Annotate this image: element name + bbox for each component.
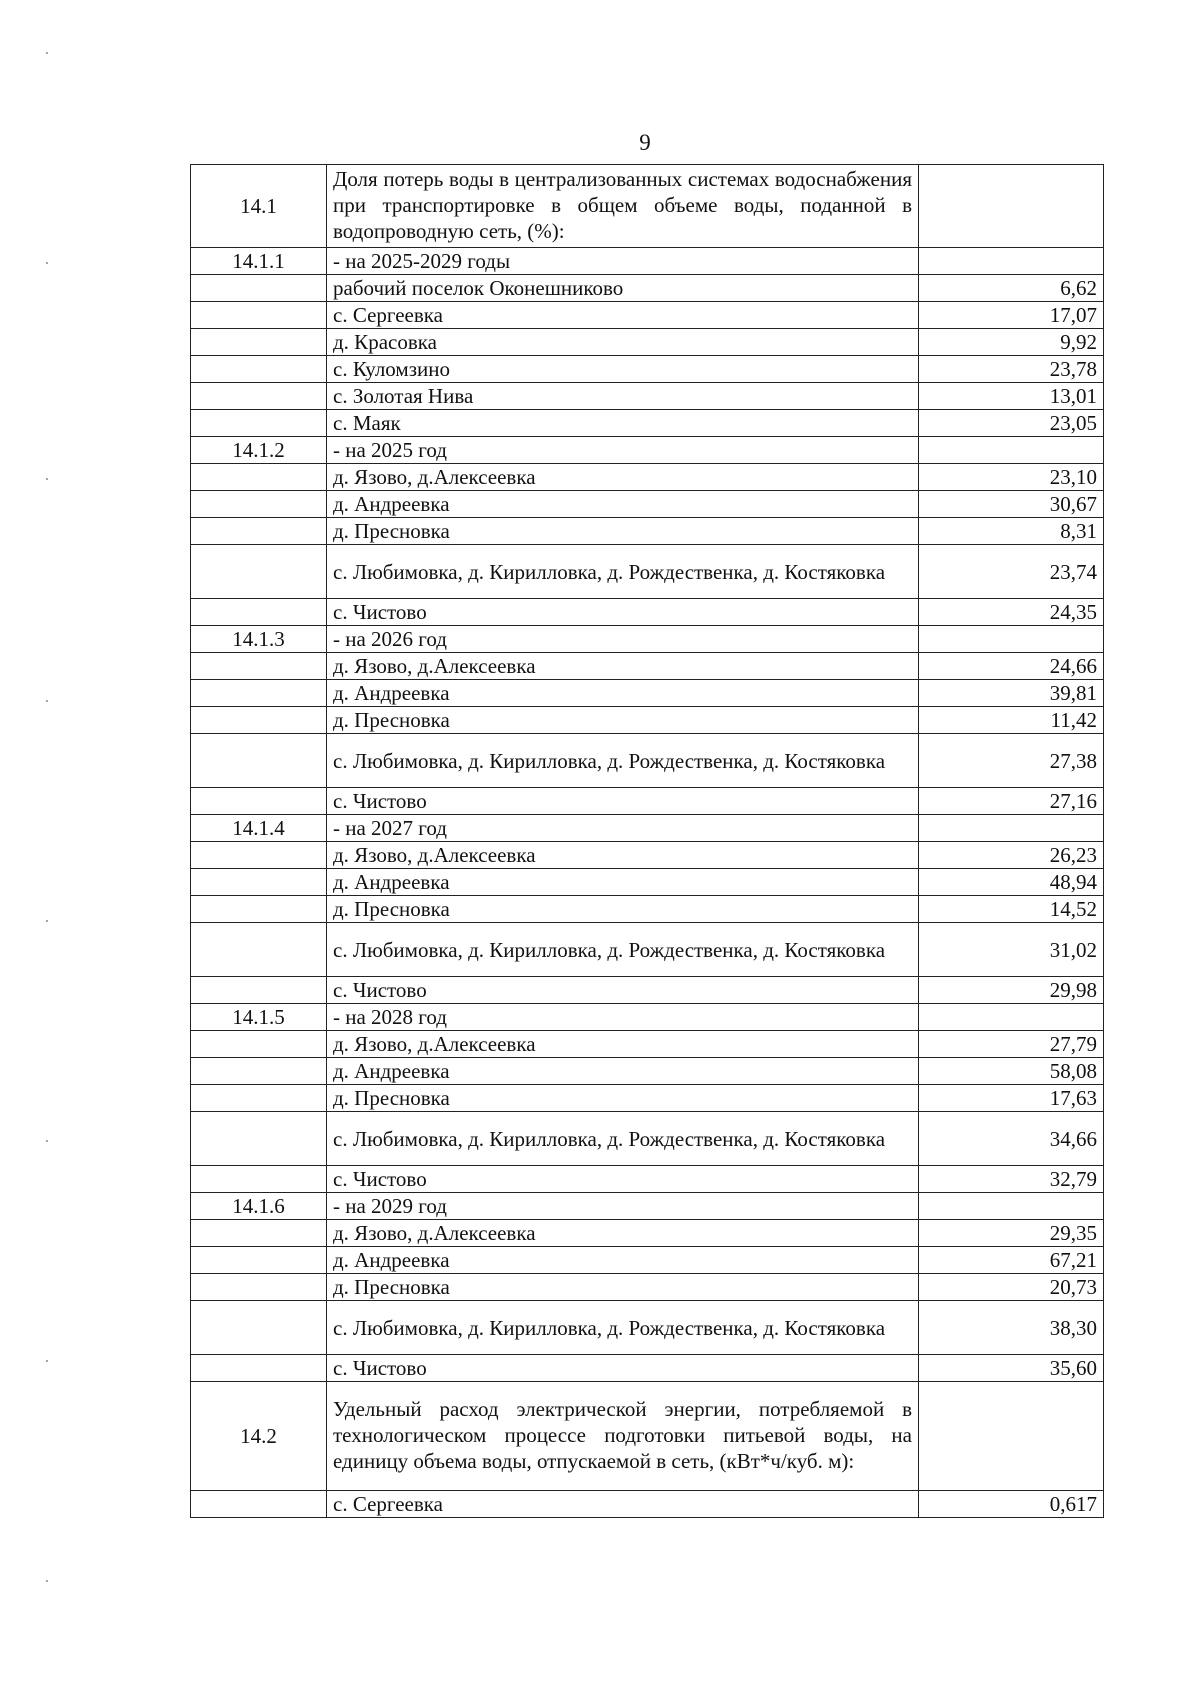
row-indicator: с. Куломзино: [327, 356, 919, 383]
row-value: [919, 1004, 1104, 1031]
row-number: [191, 545, 327, 599]
row-indicator: д. Пресновка: [327, 707, 919, 734]
table-row: [191, 1085, 1104, 1112]
row-value: 30,67: [919, 491, 1104, 518]
table-row: [191, 626, 1104, 653]
row-indicator: с. Любимовка, д. Кирилловка, д. Рождественка, д. Костяковка: [327, 1112, 919, 1166]
row-number: [191, 464, 327, 491]
row-number: [191, 923, 327, 977]
row-value: 23,05: [919, 410, 1104, 437]
row-number: [191, 653, 327, 680]
row-number: [191, 410, 327, 437]
table-row: [191, 923, 1104, 977]
row-value: 27,16: [919, 788, 1104, 815]
row-value: 31,02: [919, 923, 1104, 977]
row-indicator: д. Язово, д.Алексеевка: [327, 653, 919, 680]
row-indicator: д. Пресновка: [327, 1085, 919, 1112]
row-indicator: с. Любимовка, д. Кирилловка, д. Рождественка, д. Костяковка: [327, 1301, 919, 1355]
row-indicator: д. Язово, д.Алексеевка: [327, 1220, 919, 1247]
row-number: 14.1.5: [191, 1004, 327, 1031]
table-row: [191, 788, 1104, 815]
row-value: 8,31: [919, 518, 1104, 545]
row-value: 0,617: [919, 1491, 1104, 1518]
row-number: 14.1.6: [191, 1193, 327, 1220]
table-row: [191, 680, 1104, 707]
scan-mark: [46, 920, 48, 922]
table-row: [191, 707, 1104, 734]
row-value: 24,35: [919, 599, 1104, 626]
row-number: [191, 1301, 327, 1355]
row-number: [191, 356, 327, 383]
table-row: [191, 977, 1104, 1004]
row-number: 14.1: [191, 165, 327, 248]
table-row: [191, 1058, 1104, 1085]
row-number: [191, 1112, 327, 1166]
row-value: 6,62: [919, 275, 1104, 302]
row-number: [191, 1274, 327, 1301]
row-value: 11,42: [919, 707, 1104, 734]
row-value: 24,66: [919, 653, 1104, 680]
row-indicator: с. Чистово: [327, 977, 919, 1004]
row-indicator: - на 2026 год: [327, 626, 919, 653]
row-value: [919, 437, 1104, 464]
row-number: [191, 302, 327, 329]
row-indicator: д. Андреевка: [327, 491, 919, 518]
row-indicator: с. Чистово: [327, 599, 919, 626]
row-indicator: с. Любимовка, д. Кирилловка, д. Рождественка, д. Костяковка: [327, 923, 919, 977]
table-row: [191, 464, 1104, 491]
row-value: [919, 165, 1104, 248]
scan-mark: [46, 1580, 48, 1582]
row-value: 20,73: [919, 1274, 1104, 1301]
scan-mark: [46, 1360, 48, 1362]
row-value: [919, 248, 1104, 275]
row-number: [191, 383, 327, 410]
table-row: [191, 545, 1104, 599]
row-number: [191, 896, 327, 923]
table-row: [191, 1112, 1104, 1166]
row-number: [191, 1085, 327, 1112]
scan-mark: [46, 52, 48, 54]
row-indicator: рабочий поселок Оконешниково: [327, 275, 919, 302]
table-row: [191, 248, 1104, 275]
table-row: [191, 437, 1104, 464]
row-number: [191, 1031, 327, 1058]
row-number: [191, 1058, 327, 1085]
row-number: [191, 599, 327, 626]
row-indicator: д. Язово, д.Алексеевка: [327, 1031, 919, 1058]
table-row: [191, 1004, 1104, 1031]
row-indicator: д. Андреевка: [327, 1058, 919, 1085]
row-value: 27,38: [919, 734, 1104, 788]
row-number: [191, 1247, 327, 1274]
scan-mark: [46, 478, 48, 480]
row-number: 14.1.3: [191, 626, 327, 653]
row-indicator: д. Андреевка: [327, 680, 919, 707]
row-number: 14.1.4: [191, 815, 327, 842]
row-value: 23,74: [919, 545, 1104, 599]
row-indicator: с. Чистово: [327, 1166, 919, 1193]
row-indicator: д. Пресновка: [327, 518, 919, 545]
table-row: [191, 1355, 1104, 1382]
table-row: [191, 275, 1104, 302]
row-indicator: д. Язово, д.Алексеевка: [327, 464, 919, 491]
row-value: 38,30: [919, 1301, 1104, 1355]
row-value: 26,23: [919, 842, 1104, 869]
row-value: [919, 626, 1104, 653]
table-row: [191, 1491, 1104, 1518]
table-row: [191, 1247, 1104, 1274]
row-indicator: д. Красовка: [327, 329, 919, 356]
scan-mark: [46, 262, 48, 264]
row-value: 23,78: [919, 356, 1104, 383]
row-indicator: д. Андреевка: [327, 869, 919, 896]
table-row: [191, 356, 1104, 383]
row-number: [191, 491, 327, 518]
table-row: [191, 1382, 1104, 1491]
row-value: 32,79: [919, 1166, 1104, 1193]
table-row: [191, 1301, 1104, 1355]
table-row: [191, 815, 1104, 842]
row-indicator: с. Любимовка, д. Кирилловка, д. Рождественка, д. Костяковка: [327, 545, 919, 599]
table-row: [191, 842, 1104, 869]
table-row: [191, 653, 1104, 680]
row-indicator: с. Сергеевка: [327, 302, 919, 329]
row-value: 34,66: [919, 1112, 1104, 1166]
row-indicator: Доля потерь воды в централизованных системах водоснабжения при транспортировке в общем объеме воды, поданной в водопроводную сеть, (%):: [327, 165, 919, 248]
row-indicator: д. Пресновка: [327, 896, 919, 923]
table-row: [191, 1031, 1104, 1058]
row-value: 17,07: [919, 302, 1104, 329]
table-body: [191, 165, 1104, 1518]
row-indicator: д. Андреевка: [327, 1247, 919, 1274]
row-number: [191, 977, 327, 1004]
row-value: 23,10: [919, 464, 1104, 491]
row-value: 39,81: [919, 680, 1104, 707]
table-row: [191, 1193, 1104, 1220]
scan-mark: [46, 1140, 48, 1142]
row-indicator: с. Чистово: [327, 788, 919, 815]
table-row: [191, 383, 1104, 410]
row-value: 27,79: [919, 1031, 1104, 1058]
table-row: [191, 329, 1104, 356]
row-number: [191, 1166, 327, 1193]
row-number: [191, 1491, 327, 1518]
row-indicator: - на 2027 год: [327, 815, 919, 842]
page-number: 9: [639, 130, 651, 155]
row-number: [191, 275, 327, 302]
table-row: [191, 896, 1104, 923]
table-row: [191, 302, 1104, 329]
row-indicator: с. Сергеевка: [327, 1491, 919, 1518]
row-value: 29,35: [919, 1220, 1104, 1247]
row-number: 14.1.2: [191, 437, 327, 464]
row-number: [191, 680, 327, 707]
row-number: [191, 788, 327, 815]
row-indicator: с. Чистово: [327, 1355, 919, 1382]
row-number: [191, 1355, 327, 1382]
row-number: [191, 329, 327, 356]
row-value: 17,63: [919, 1085, 1104, 1112]
row-value: 14,52: [919, 896, 1104, 923]
row-indicator: д. Язово, д.Алексеевка: [327, 842, 919, 869]
row-number: 14.2: [191, 1382, 327, 1491]
row-value: [919, 1382, 1104, 1491]
row-value: 35,60: [919, 1355, 1104, 1382]
table-row: [191, 410, 1104, 437]
table-row: [191, 1166, 1104, 1193]
table-row: [191, 599, 1104, 626]
row-number: [191, 1220, 327, 1247]
row-indicator: с. Золотая Нива: [327, 383, 919, 410]
row-value: 9,92: [919, 329, 1104, 356]
row-number: [191, 842, 327, 869]
row-value: 58,08: [919, 1058, 1104, 1085]
row-value: [919, 1193, 1104, 1220]
row-number: [191, 518, 327, 545]
table-row: [191, 491, 1104, 518]
row-indicator: - на 2025-2029 годы: [327, 248, 919, 275]
table-row: [191, 165, 1104, 248]
table-row: [191, 1220, 1104, 1247]
row-indicator: с. Маяк: [327, 410, 919, 437]
indicators-table: [190, 164, 1104, 1518]
row-value: 13,01: [919, 383, 1104, 410]
row-value: 29,98: [919, 977, 1104, 1004]
row-number: [191, 869, 327, 896]
table-row: [191, 734, 1104, 788]
table-row: [191, 518, 1104, 545]
scan-mark: [46, 700, 48, 702]
row-number: 14.1.1: [191, 248, 327, 275]
row-value: [919, 815, 1104, 842]
table-row: [191, 1274, 1104, 1301]
row-indicator: - на 2025 год: [327, 437, 919, 464]
row-indicator: Удельный расход электрической энергии, потребляемой в технологическом процессе подготовки питьевой воды, на единицу объема воды, отпускаемой в сеть, (кВт*ч/куб. м):: [327, 1382, 919, 1491]
row-number: [191, 734, 327, 788]
row-indicator: - на 2028 год: [327, 1004, 919, 1031]
row-indicator: - на 2029 год: [327, 1193, 919, 1220]
row-indicator: д. Пресновка: [327, 1274, 919, 1301]
row-number: [191, 707, 327, 734]
table-row: [191, 869, 1104, 896]
row-value: 67,21: [919, 1247, 1104, 1274]
row-indicator: с. Любимовка, д. Кирилловка, д. Рождественка, д. Костяковка: [327, 734, 919, 788]
row-value: 48,94: [919, 869, 1104, 896]
